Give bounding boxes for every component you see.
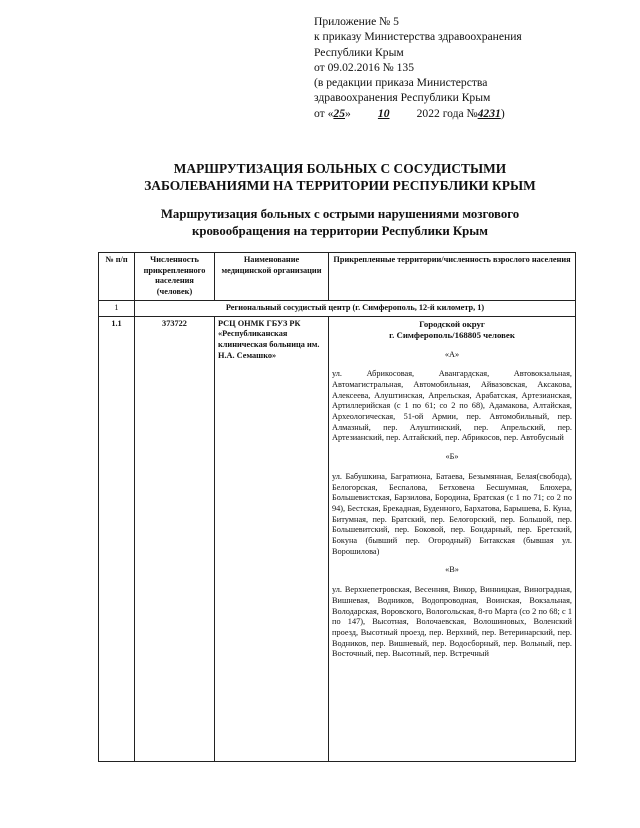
- handwritten-number: 4231: [477, 106, 501, 120]
- header-num: № п/п: [99, 253, 135, 301]
- table-header-row: [99, 253, 576, 301]
- group-streets-a: ул. Абрикосовая, Авангардская, Автовокзальная, Автомагистральная, Автомобильная, Айвазовская, Аксакова, Алексеева, Алуштинская, Апрельская, Арабатская, Артезианская, Артиллерийская (с 1 по 61; со 2 по 68), Адамакова, Алтайская, Археологическая, 51-ой Армии, пер. Автомобильный, пер. Алмазный, пер. Алуштинский, пер. Апрельский, пер. Артезианский, пер. Алтайский, пер. Абрикосов, пер. Автобусный: [332, 369, 572, 443]
- appendix-line: Республики Крым: [314, 45, 404, 59]
- appendix-line: к приказу Министерства здравоохранения: [314, 30, 522, 44]
- appendix-line: (в редакции приказа Министерства: [314, 76, 488, 90]
- routing-table: [98, 252, 576, 762]
- group-streets-b: ул. Бабушкина, Багратиона, Батаева, Безымянная, Белая(свобода), Белогорская, Беспалова, Бетховена Бесшумная, Блюхера, Большевистская, Барзилова, Бородина, Братская (с 1 по 71; со 2 по 94), Бестская, Брекадная, Буденного, Бархатова, Барышева, Б. Куна, Битумная, пер. Братский, пер. Белогорский, пер. Большой, пер. Большевитский, пер. Боковой, пер. Бондарный, пер. Бретский, Бокуна (бывший пер. Огородный) Битакская (бывшая ул. Ворошилова): [332, 471, 572, 556]
- row-territories: [329, 316, 576, 761]
- subtitle-line-1: Маршрутизация больных с острыми нарушениями мозгового: [160, 207, 520, 221]
- header-org: Наименование медицинской организации: [215, 253, 329, 301]
- subtitle-line-2: кровообращения на территории Республики Крым: [191, 224, 489, 238]
- date-suffix: ): [500, 106, 505, 120]
- handwritten-month: 10: [377, 106, 390, 120]
- appendix-line: от 09.02.2016 № 135: [314, 60, 415, 74]
- row-population: 373722: [135, 316, 215, 761]
- header-territories: Прикрепленные территории/численность взрослого населения: [329, 253, 576, 301]
- appendix-line: здравоохранения Республики Крым: [314, 91, 491, 105]
- document-title: [60, 160, 620, 194]
- date-mid1: »: [345, 106, 354, 120]
- group-streets-v: ул. Верхнепетровская, Весенняя, Викор, Винницкая, Виноградная, Вишневая, Водников, Водопроводная, Воинская, Вокзальная, Володарская, Воровского, Вологольская, 8-го Марта (со 2 по 68; с 1 по 147), Высотная, Волочаевская, Волошиновых, Воленский проезд, Высотный проезд, пер. Верхний, пер. Ветеринарский, пер. Водников, пер. Вишневый, пер. Водосборный, пер. Вольный, пер. Восточный, пер. Высотный, пер. Встречный: [332, 585, 572, 659]
- row-org: РСЦ ОНМК ГБУЗ РК «Республиканская клиническая больница им. Н.А. Семашко»: [215, 316, 329, 761]
- header-population: Численность прикрепленного населения (человек): [135, 253, 215, 301]
- appendix-block: [314, 14, 614, 121]
- handwritten-day: 25: [333, 106, 345, 120]
- table-row: [99, 316, 576, 761]
- document-subtitle: [60, 206, 620, 240]
- okrug-line-1: Городской округ: [419, 318, 485, 329]
- group-letter-a: «А»: [444, 349, 460, 359]
- okrug-line-2: г. Симферополь/168805 человек: [389, 330, 515, 341]
- title-line-1: МАРШРУТИЗАЦИЯ БОЛЬНЫХ С СОСУДИСТЫМИ: [173, 161, 507, 176]
- title-line-2: ЗАБОЛЕВАНИЯМИ НА ТЕРРИТОРИИ РЕСПУБЛИКИ КРЫМ: [144, 178, 536, 193]
- appendix-date-line: [314, 106, 614, 121]
- date-prefix: от «: [314, 106, 334, 120]
- row-num: 1.1: [99, 316, 135, 761]
- appendix-line: Приложение № 5: [314, 15, 399, 28]
- section-label: Региональный сосудистый центр (г. Симферополь, 12-й километр, 1): [135, 300, 576, 316]
- group-letter-v: «В»: [445, 565, 459, 575]
- date-mid2: 2022 года №: [413, 106, 478, 120]
- section-row: [99, 300, 576, 316]
- section-num: 1: [99, 300, 135, 316]
- group-letter-b: «Б»: [445, 452, 459, 462]
